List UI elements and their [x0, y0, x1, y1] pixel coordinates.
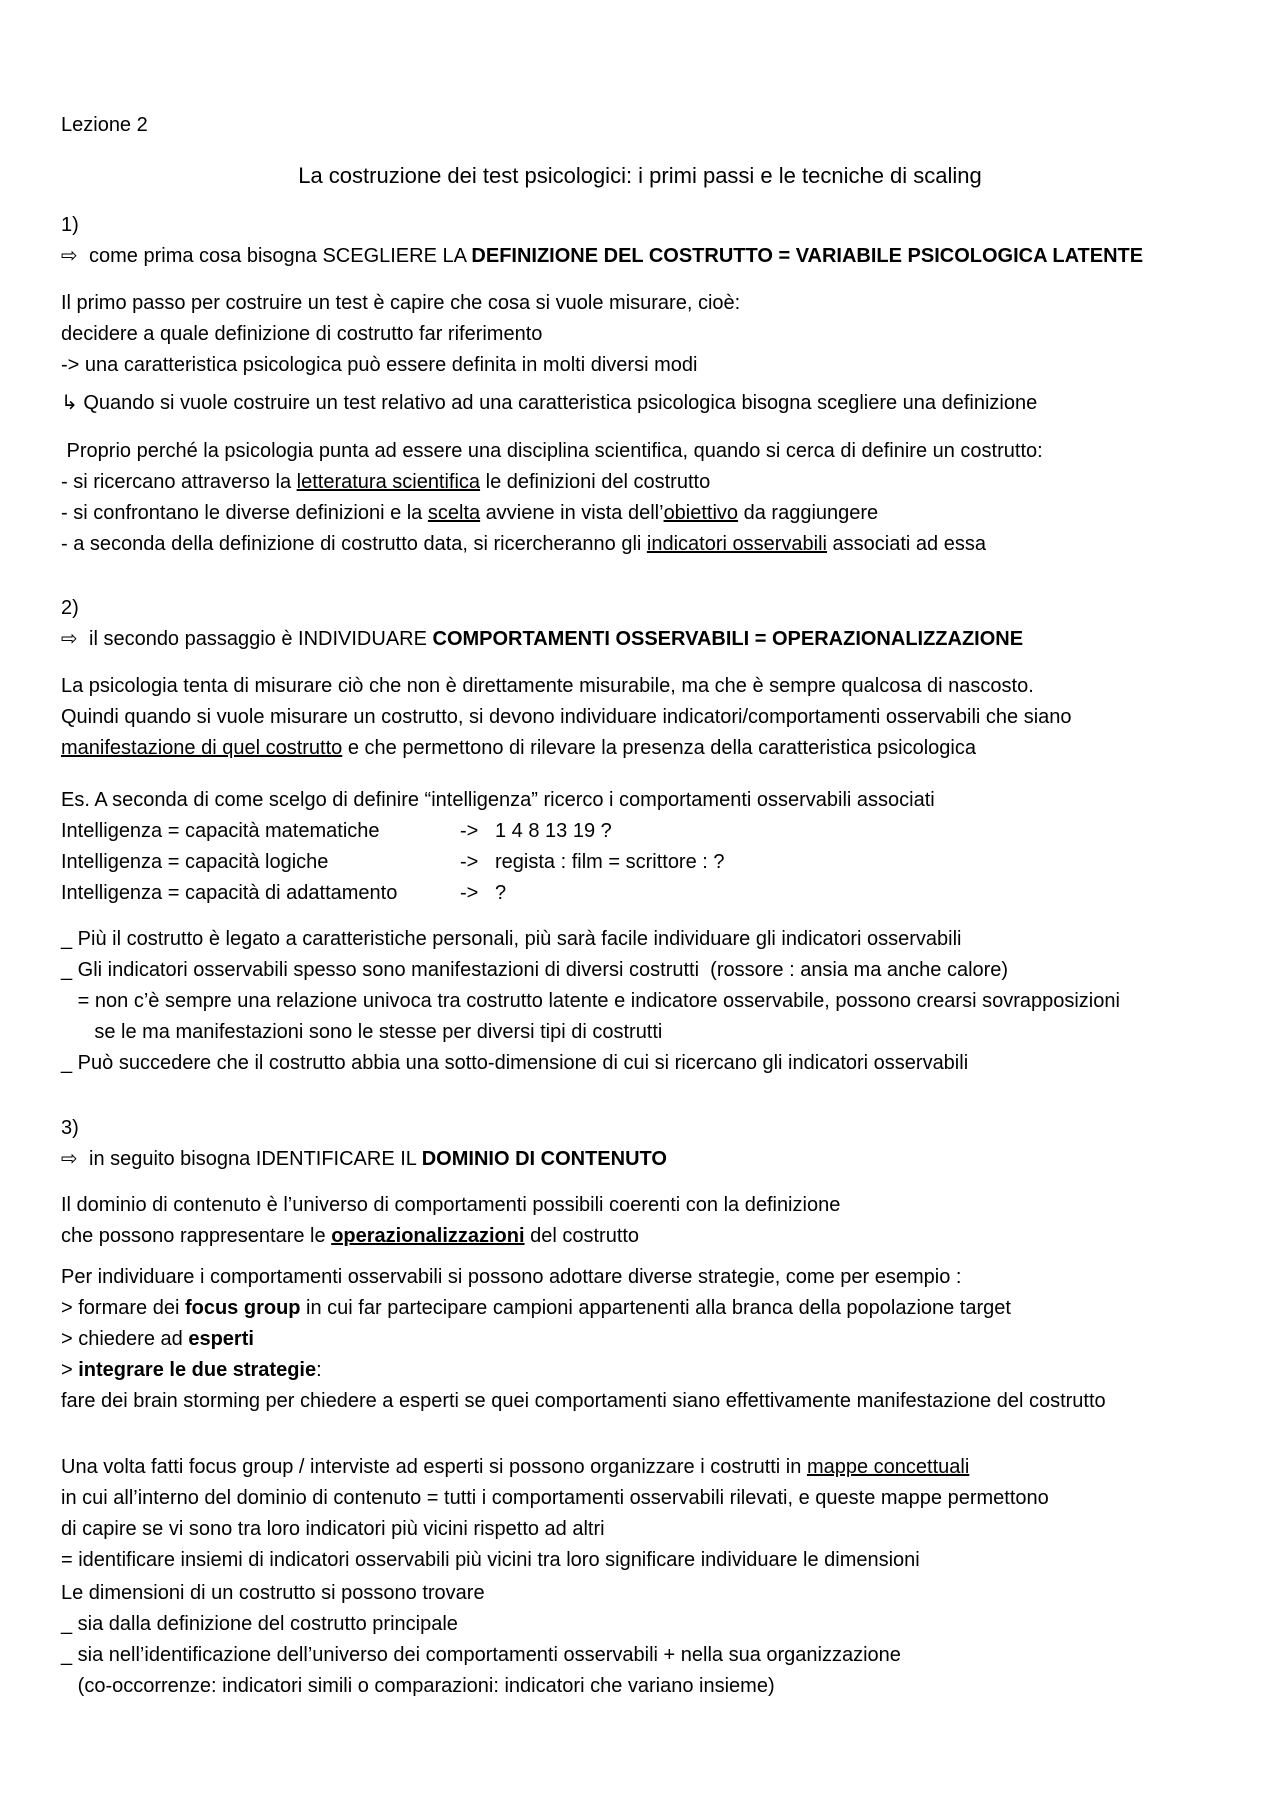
- right-arrow-icon: ⇨: [61, 1148, 78, 1170]
- observable-notes: _ Più il costrutto è legato a caratteristiche personali, più sarà facile individuare gli indicatori osservabili _ Gli indicatori osservabili spesso sono manifestazioni di diversi costrutti (rossore : ansia ma anche calore) = non c’è sempre una relazione univoca tra costrutto latente e indicatore osservabile, possono crearsi sovrapposizioni se le ma manifestazioni sono le stesse per diversi tipi di costrutti _ Può succedere che il costrutto abbia una sotto-dimensione di cui si ricercano gli indicatori osservabili: [61, 928, 1120, 1074]
- step-line: ⇨ come prima cosa bisogna SCEGLIERE LA DEFINIZIONE DEL COSTRUTTO = VARIABILE PSICOLOGICA LATENTE: [61, 241, 1240, 272]
- section-number: 3): [61, 1117, 79, 1139]
- lesson-label: Lezione 2: [61, 114, 148, 136]
- section-2-paragraph: La psicologia tenta di misurare ciò che non è direttamente misurabile, ma che è sempre qualcosa di nascosto. Quindi quando si vuole misurare un costrutto, si devono individuare indicatori/comportamenti osservabili che siano manifestazione di quel costrutto e che permettono di rilevare la presenza della caratteristica psicologica: [61, 675, 1072, 759]
- section-3: [61, 1113, 1240, 1175]
- section-number: 1): [61, 214, 79, 236]
- page-title: La costruzione dei test psicologici: i primi passi e le tecniche di scaling: [298, 163, 982, 188]
- hook-arrow-icon: ↳: [61, 392, 78, 414]
- content-domain-definition: Il dominio di contenuto è l’universo di comportamenti possibili coerenti con la definizione che possono rappresentare le operazionalizzazioni del costrutto: [61, 1194, 841, 1247]
- step-line: ⇨ il secondo passaggio è INDIVIDUARE COMPORTAMENTI OSSERVABILI = OPERAZIONALIZZAZIONE: [61, 624, 1240, 655]
- list-item: - si confrontano le diverse definizioni e la scelta avviene in vista dell’obiettivo da raggiungere: [61, 502, 879, 524]
- list-item: - si ricercano attraverso la letteratura scientifica le definizioni del costrutto: [61, 471, 711, 493]
- strategies: Per individuare i comportamenti osservabili si possono adottare diverse strategie, come per esempio : > formare dei focus group in cui far partecipare campioni appartenenti alla branca della popolazione target > chiedere ad esperti > integrare le due strategie: fare dei brain storming per chiedere a esperti se quei comportamenti siano effettivamente manifestazione del costrutto: [61, 1266, 1106, 1412]
- example-row: Intelligenza = capacità di adattamento -> ?: [61, 882, 507, 904]
- concept-maps: Una volta fatti focus group / interviste ad esperti si possono organizzare i costrutti in mappe concettuali in cui all’interno del dominio di contenuto = tutti i comportamenti osservabili rilevati, e queste mappe permettono di capire se vi sono tra loro indicatori più vicini rispetto ad altri = identificare insiemi di indicatori osservabili più vicini tra loro significare individuare le dimensioni: [61, 1456, 1049, 1571]
- dimensions: Le dimensioni di un costrutto si possono trovare _ sia dalla definizione del costrutto principale _ sia nell’identificazione dell’universo dei comportamenti osservabili + nella sua organizzazione (co-occorrenze: indicatori simili o comparazioni: indicatori che variano insieme): [61, 1582, 901, 1697]
- example-row: Intelligenza = capacità matematiche -> 1 4 8 13 19 ?: [61, 820, 612, 842]
- scientific-approach: Proprio perché la psicologia punta ad essere una disciplina scientifica, quando si cerca di definire un costrutto: - si ricercano attraverso la letteratura scientifica le definizioni del costrutto - si confrontano le diverse definizioni e la scelta avviene in vista dell’obiettivo da raggiungere - a seconda della definizione di costrutto data, si ricercheranno gli indicatori osservabili associati ad essa: [61, 436, 1240, 560]
- section-number: 2): [61, 597, 79, 619]
- example-row: Intelligenza = capacità logiche -> regista : film = scrittore : ?: [61, 851, 725, 873]
- list-item: - a seconda della definizione di costrutto data, si ricercheranno gli indicatori osservabili associati ad essa: [61, 533, 986, 555]
- section-1-paragraph: Il primo passo per costruire un test è capire che cosa si vuole misurare, cioè: decidere a quale definizione di costrutto far riferimento -> una caratteristica psicologica può essere definita in molti diversi modi: [61, 292, 741, 376]
- right-arrow-icon: ⇨: [61, 245, 78, 267]
- intelligence-examples: Es. A seconda di come scelgo di definire “intelligenza” ricerco i comportamenti osservabili associati Intelligenza = capacità matematiche -> 1 4 8 13 19 ? Intelligenza = capacità logiche -> regista : film = scrittore : ? Intelligenza = capacità di adattamento -> ?: [61, 785, 1240, 909]
- section-1: [61, 210, 1240, 272]
- definition-note: ↳ Quando si vuole costruire un test relativo ad una caratteristica psicologica bisogna scegliere una definizione: [61, 392, 1038, 414]
- step-line: ⇨ in seguito bisogna IDENTIFICARE IL DOMINIO DI CONTENUTO: [61, 1144, 1240, 1175]
- section-2: [61, 593, 1240, 655]
- right-arrow-icon: ⇨: [61, 628, 78, 650]
